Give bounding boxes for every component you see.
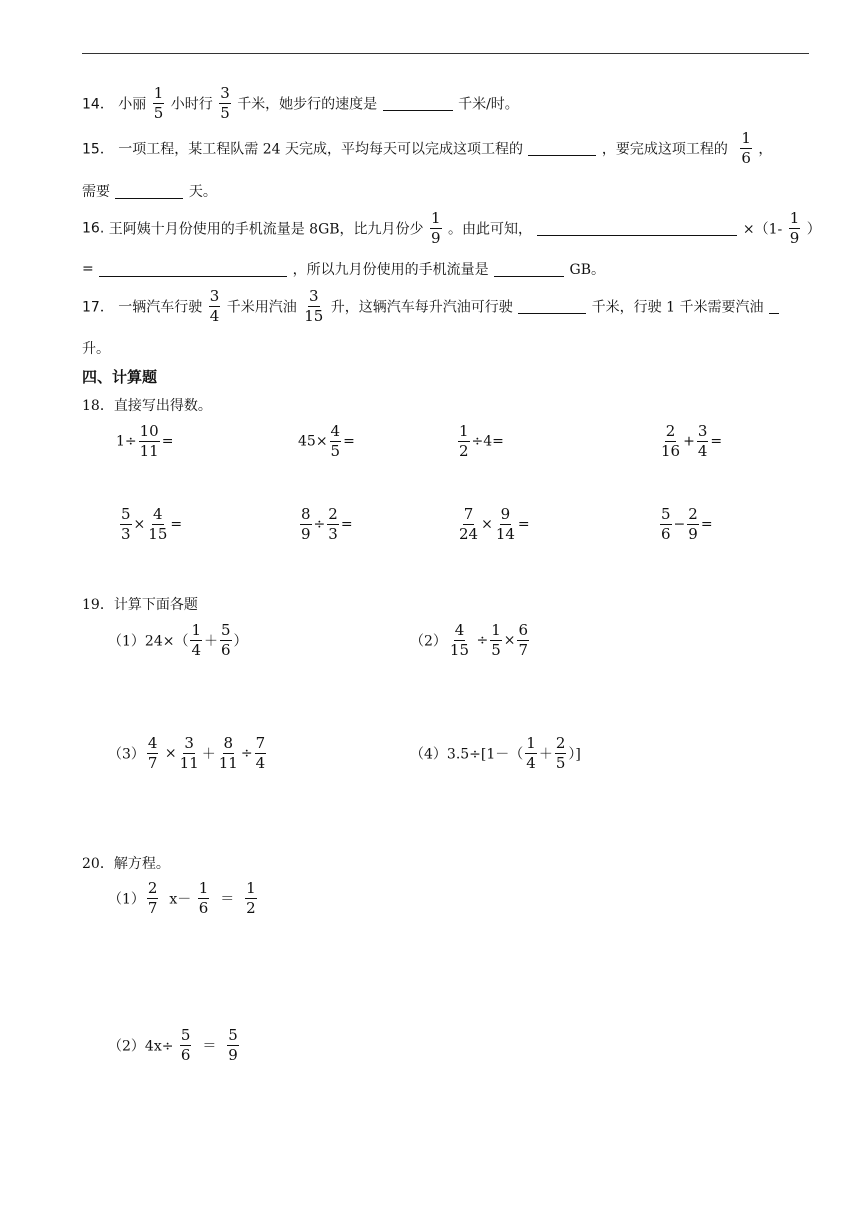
- answer-blank[interactable]: [518, 299, 586, 314]
- expression: （3） $\frac{4}{7}$ × $\frac{3}{11}$ ＋ $\frac{8}{11}$ ÷ $\frac{7}{4}$: [108, 734, 266, 772]
- fraction: $\frac{3}{5}$: [220, 84, 230, 122]
- expression: （1）24×（ $\frac{1}{4}$ ＋ $\frac{5}{6}$ ）: [108, 621, 248, 659]
- question-number: 15．: [82, 141, 114, 158]
- text: 升，这辆汽车每升汽油可行驶: [330, 299, 513, 316]
- text: 一项工程，某工程队需 24 天完成，平均每天可以完成这项工程的: [118, 141, 523, 158]
- answer-blank[interactable]: [115, 184, 183, 199]
- text: 千米用汽油: [226, 299, 297, 316]
- fraction: $\frac{3}{4}$: [209, 287, 220, 325]
- answer-blank[interactable]: [528, 141, 596, 156]
- expression: $\frac{1}{2}$ ÷4=: [459, 422, 504, 460]
- question-20-title: 20．解方程。: [82, 856, 170, 872]
- question-16-cont: [82, 259, 605, 279]
- answer-blank[interactable]: [537, 221, 737, 236]
- question-number: 16.: [82, 220, 105, 237]
- answer-blank[interactable]: [99, 262, 287, 277]
- expression: （4）3.5÷[1－（ $\frac{1}{4}$ ＋ $\frac{2}{5}$ ）]: [410, 734, 581, 772]
- header-rule: [82, 53, 809, 54]
- text: 小时行: [170, 96, 213, 113]
- expression: 45× $\frac{4}{5}$ =: [298, 422, 355, 460]
- question-number: 14．: [82, 96, 114, 113]
- fraction: $\frac{1}{9}$: [789, 209, 800, 247]
- fraction: $\frac{1}{6}$: [741, 129, 751, 167]
- question-18-title: 18．直接写出得数。: [82, 398, 212, 414]
- answer-blank[interactable]: [494, 262, 564, 277]
- expression: $\frac{5}{3}$ × $\frac{4}{15}$ =: [121, 505, 183, 543]
- section-heading: 四、计算题: [82, 368, 158, 386]
- question-17-cont: [82, 338, 110, 358]
- expression: $\frac{2}{16}$ + $\frac{3}{4}$ =: [661, 422, 723, 460]
- text: 。由此可知，: [448, 221, 532, 238]
- equation: （2）4x÷ $\frac{5}{6}$ ＝ $\frac{5}{9}$: [108, 1026, 238, 1064]
- text: 千米，行驶 1 千米需要汽油: [591, 299, 764, 316]
- text: 千米，她步行的速度是: [237, 96, 378, 113]
- expression: $\frac{7}{24}$ × $\frac{9}{14}$ =: [459, 505, 530, 543]
- text: ，所以九月份使用的手机流量是: [292, 262, 489, 278]
- text: 千米/时。: [458, 96, 519, 113]
- question-17: [82, 289, 780, 324]
- expression: $\frac{5}{6}$ − $\frac{2}{9}$ =: [661, 505, 713, 543]
- text: ，: [758, 141, 773, 158]
- text: 升。: [82, 341, 110, 357]
- question-16: [82, 211, 821, 246]
- text: 王阿姨十月份使用的手机流量是 8GB，比九月份少: [108, 221, 424, 238]
- text: ×（1-: [742, 221, 783, 238]
- question-15-cont: [82, 181, 217, 201]
- question-15: [82, 131, 772, 166]
- text: 天。: [188, 184, 217, 200]
- text: 小丽: [118, 96, 147, 113]
- question-14: [82, 86, 519, 121]
- expression: 1÷ $\frac{10}{11}$ =: [116, 422, 174, 460]
- question-19-title: 19．计算下面各题: [82, 597, 198, 613]
- text: 一辆汽车行驶: [118, 299, 203, 316]
- equation: （1） $\frac{2}{7}$ x－ $\frac{1}{6}$ ＝ $\frac{1}{2}$: [108, 879, 256, 917]
- expression: $\frac{8}{9}$ ÷ $\frac{2}{3}$ =: [301, 505, 353, 543]
- text: GB。: [569, 262, 606, 278]
- text: ，要完成这项工程的: [601, 141, 728, 158]
- fraction: $\frac{3}{15}$: [304, 287, 324, 325]
- text: ）: [806, 221, 821, 238]
- text: 需要: [82, 184, 110, 200]
- answer-blank[interactable]: [769, 299, 779, 314]
- answer-blank[interactable]: [383, 96, 453, 111]
- question-number: 17．: [82, 299, 114, 316]
- text: =: [82, 261, 94, 277]
- fraction: $\frac{1}{5}$: [153, 84, 164, 122]
- expression: （2） $\frac{4}{15}$ ÷ $\frac{1}{5}$ × $\frac{6}{7}$: [410, 621, 529, 659]
- fraction: $\frac{1}{9}$: [431, 209, 441, 247]
